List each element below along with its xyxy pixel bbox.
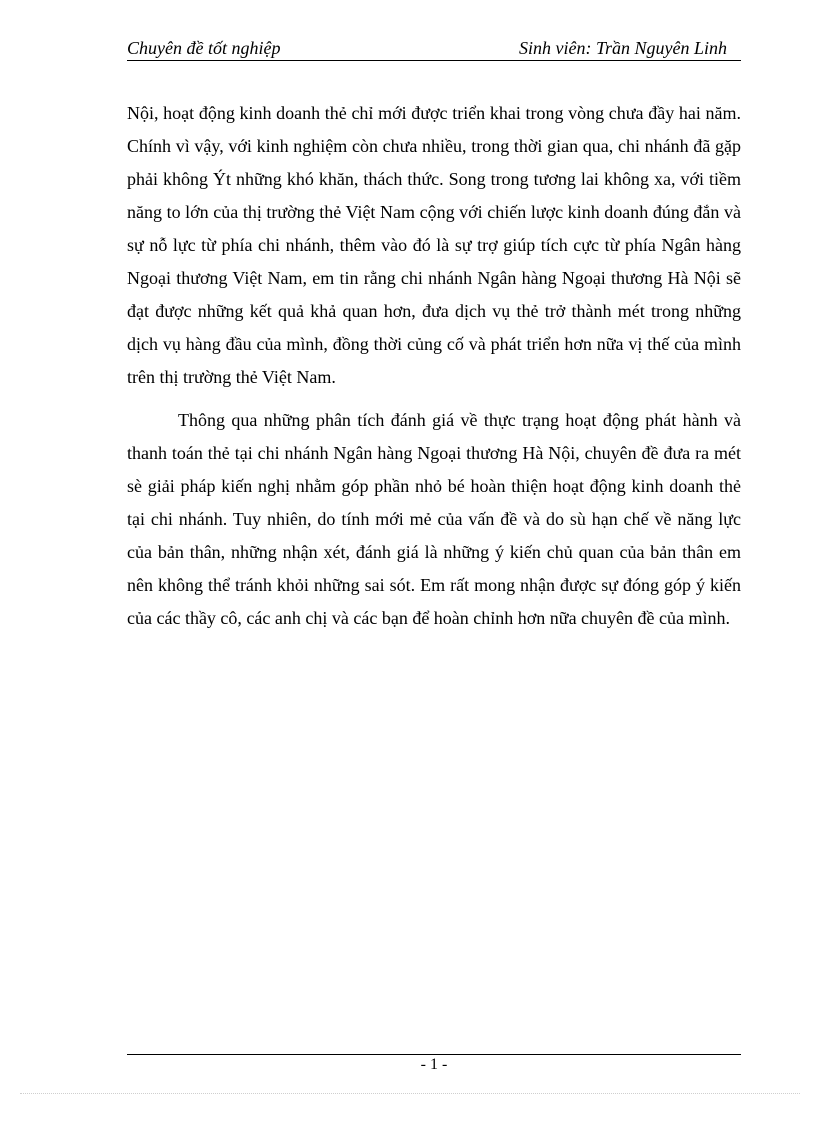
paragraph-2: Thông qua những phân tích đánh giá về thực trạng hoạt động phát hành và thanh toán thẻ tại chi nhánh Ngân hàng Ngoại thương Hà Nội, chuyên đề đưa ra mét sè giải pháp kiến nghị nhằm góp phần nhỏ bé hoàn thiện hoạt động kinh doanh thẻ tại chi nhánh. Tuy nhiên, do tính mới mẻ của vấn đề và do sù hạn chế về năng lực của bản thân, những nhận xét, đánh giá là những ý kiến chủ quan của bản thân em nên không thể tránh khỏi những sai sót. Em rất mong nhận được sự đóng góp ý kiến của các thầy cô, các anh chị và các bạn để hoàn chỉnh hơn nữa chuyên đề của mình.: [127, 410, 741, 628]
paragraph-1: Nội, hoạt động kinh doanh thẻ chỉ mới được triển khai trong vòng chưa đầy hai năm. Chính vì vậy, với kinh nghiệm còn chưa nhiều, trong thời gian qua, chi nhánh đã gặp phải không Ýt những khó khăn, thách thức. Song trong tương lai không xa, với tiềm năng to lớn của thị trường thẻ Việt Nam cộng với chiến lược kinh doanh đúng đắn và sự nỗ lực từ phía chi nhánh, thêm vào đó là sự trợ giúp tích cực từ phía Ngân hàng Ngoại thương Việt Nam, em tin rằng chi nhánh Ngân hàng Ngoại thương Hà Nội sẽ đạt được những kết quả khả quan hơn, đưa dịch vụ thẻ trở thành mét trong những dịch vụ hàng đầu của mình, đồng thời củng cố và phát triển hơn nữa vị thế của mình trên thị trường thẻ Việt Nam.: [127, 103, 741, 387]
header-document-type: Chuyên đề tốt nghiệp: [127, 38, 281, 58]
page-number: - 1 -: [420, 1056, 448, 1073]
page-header: [127, 38, 741, 61]
header-student-name: Sinh viên: Trần Nguyên Linh: [519, 38, 727, 58]
document-body: [127, 97, 741, 635]
page-edge-divider: [20, 1093, 800, 1094]
footer-divider: [127, 1054, 741, 1055]
